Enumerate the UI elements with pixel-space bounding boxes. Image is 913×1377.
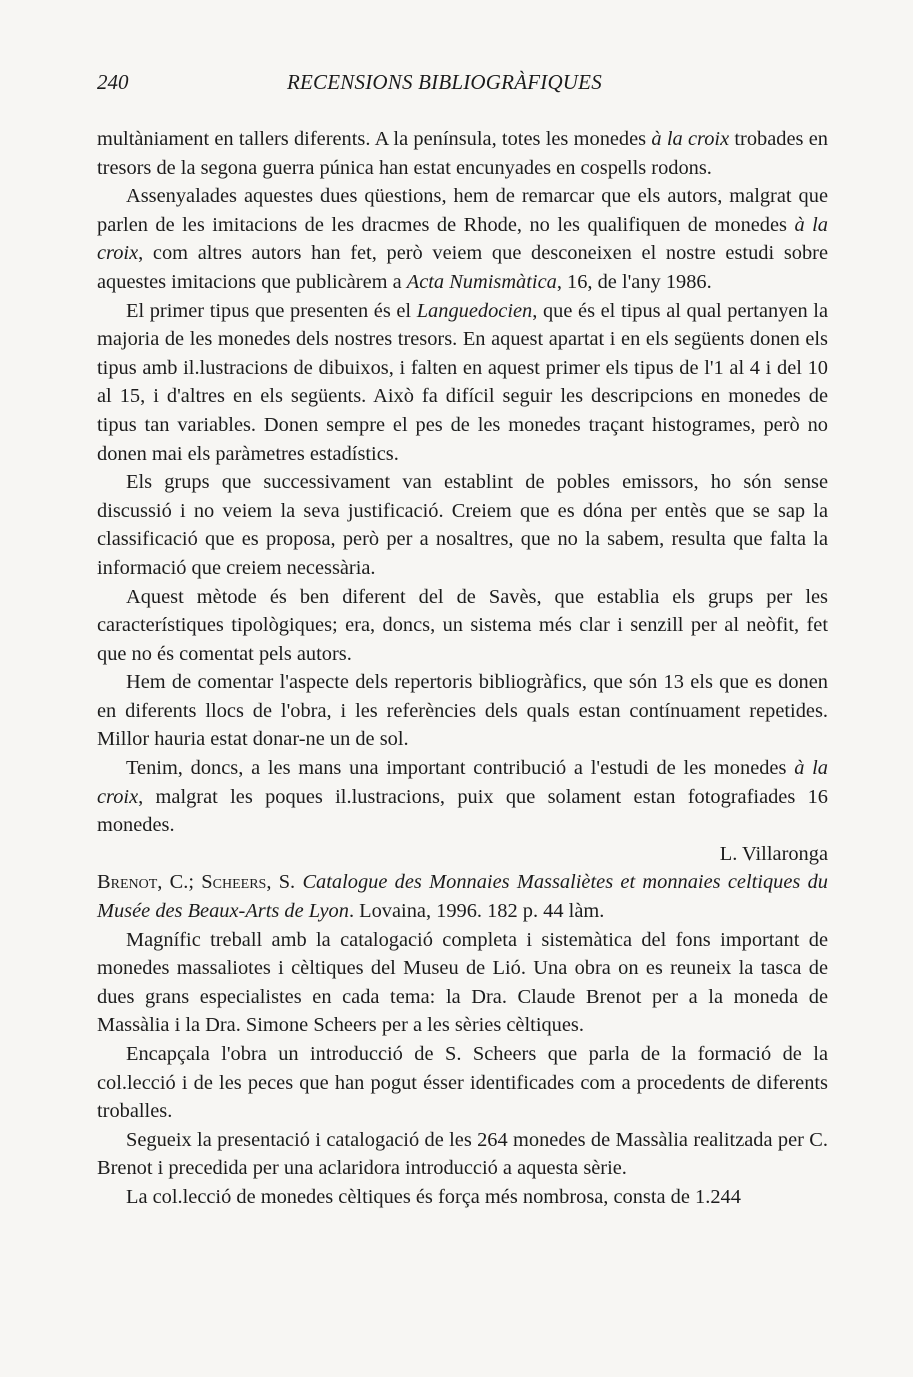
paragraph: Hem de comentar l'aspecte dels repertoris bibliogràfics, que són 13 els que es donen en diferents llocs de l'obra, i les referències dels quals estan contínuament repetides. Millor hauria estat donar-ne un de sol. — [97, 671, 828, 751]
page-number: 240 — [97, 70, 129, 94]
paragraph: El primer tipus que presenten és el Languedocien, que és el tipus al qual pertanyen la majoria de les monedes dels nostres tresors. En aquest apartat i en els següents donen els tipus amb il.lustracions de dibuixos, i falten en aquest primer els tipus de l'1 al 4 i del 10 al 15, i d'altres en els següents. Això fa difícil seguir les descripcions en monedes de tipus tan variables. Donen sempre el pes de les monedes traçant histogrames, però no donen mai els paràmetres estadístics. — [97, 299, 828, 465]
paragraph: multàniament en tallers diferents. A la península, totes les monedes à la croix trobades en tresors de la segona guerra púnica han estat encunyades en cospells rodons. — [97, 128, 828, 179]
paragraph: Assenyalades aquestes dues qüestions, hem de remarcar que els autors, malgrat que parlen de les imitacions de les dracmes de Rhode, no les qualifiquen de monedes à la croix, com altres autors han fet, però veiem que desconeixen el nostre estudi sobre aquestes imitacions que publicàrem a Acta Numismàtica, 16, de l'any 1986. — [97, 185, 828, 293]
paragraph: Aquest mètode és ben diferent del de Savès, que establia els grups per les característiques tipològiques; era, doncs, un sistema més clar i senzill per al neòfit, fet que no és comentat pels autors. — [97, 585, 828, 665]
paragraph: La col.lecció de monedes cèltiques és força més nombrosa, consta de 1.244 — [126, 1185, 741, 1208]
paragraph: Encapçala l'obra un introducció de S. Scheers que parla de la formació de la col.lecció i de les peces que han pogut ésser identificades com a procedents de diferents troballes. — [97, 1043, 828, 1123]
paragraph: Tenim, doncs, a les mans una important contribució a l'estudi de les monedes à la croix, malgrat les poques il.lustracions, puix que solament estan fotografiades 16 monedes. — [97, 757, 828, 837]
running-title: RECENSIONS BIBLIOGRÀFIQUES — [287, 70, 602, 94]
paragraph: Segueix la presentació i catalogació de les 264 monedes de Massàlia realitzada per C. Brenot i precedida per una aclaridora introducció a aquesta sèrie. — [97, 1128, 828, 1180]
paragraph: Els grups que successivament van establint de pobles emissors, ho són sense discussió i no veiem la seva justificació. Creiem que es dóna per entès que se sap la classificació que es proposa, però per a nosaltres, que no la sabem, resulta que falta la informació que creiem necessària. — [97, 471, 828, 579]
bibliographic-entry: Brenot, C.; Scheers, S. Catalogue des Monnaies Massaliètes et monnaies celtiques du Musée des Beaux-Arts de Lyon. Lovaina, 1996. 182 p. 44 làm. — [97, 871, 828, 923]
review-signature: L. Villaronga — [719, 842, 828, 865]
page-body — [97, 125, 828, 1212]
paragraph: Magnífic treball amb la catalogació completa i sistemàtica del fons important de monedes massaliotes i cèltiques del Museu de Lió. Una obra on es reuneix la tasca de dues grans especialistes en cada tema: la Dra. Claude Brenot per a la moneda de Massàlia i la Dra. Simone Scheers per a les sèries cèltiques. — [97, 928, 828, 1037]
running-header — [97, 70, 823, 100]
